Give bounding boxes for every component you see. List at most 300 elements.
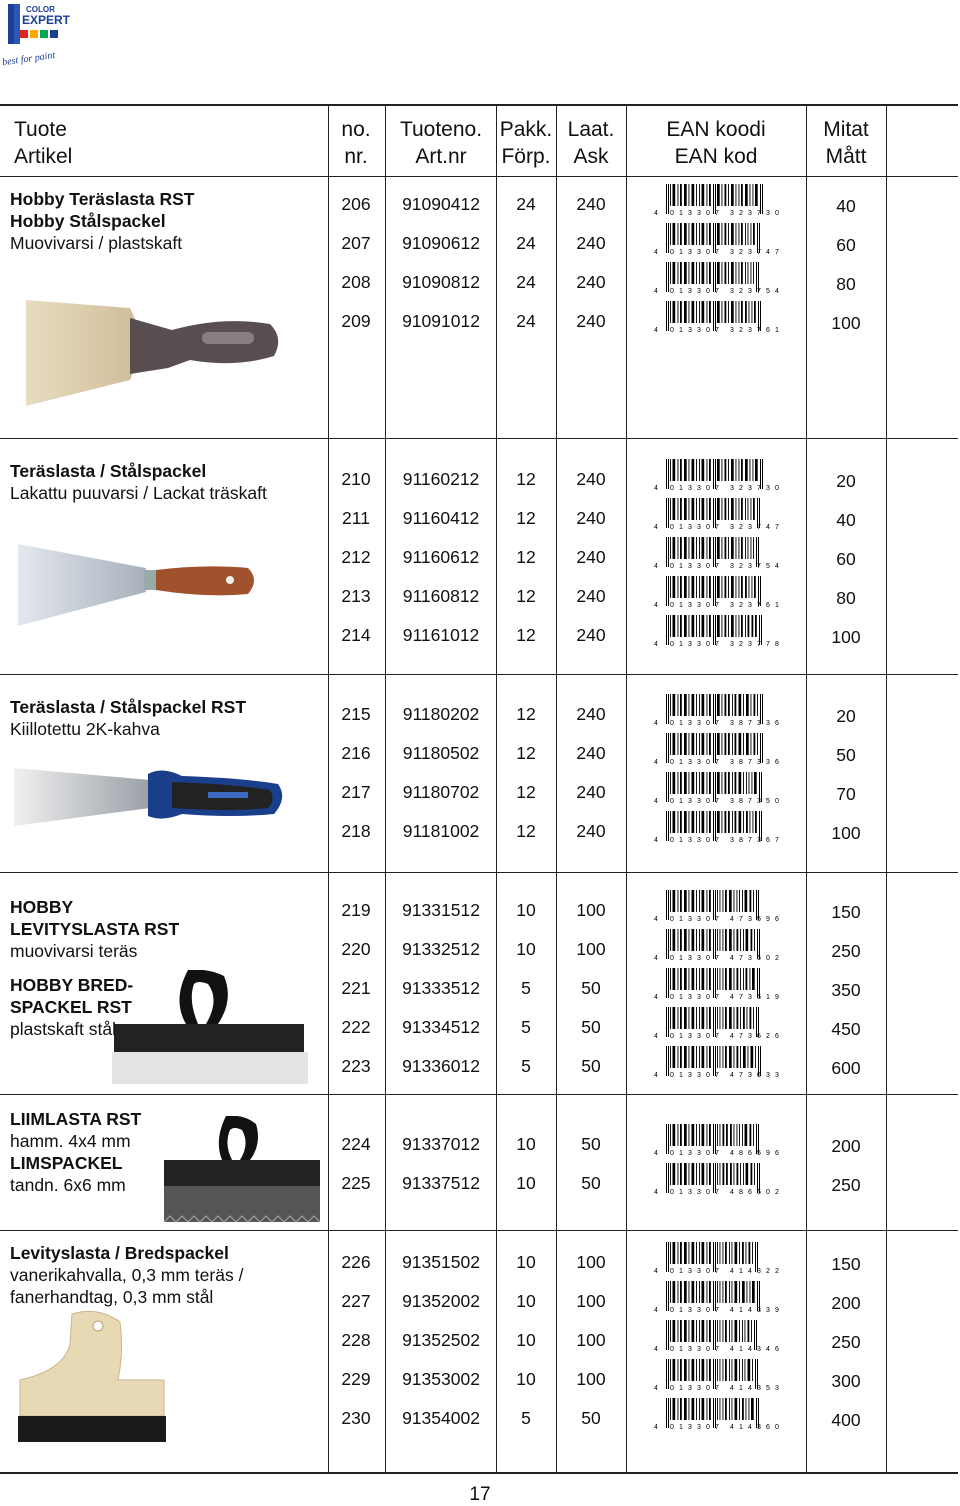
row-art-nr: 91337512 bbox=[402, 1173, 480, 1193]
barcode-bar bbox=[673, 733, 676, 755]
barcode-bar bbox=[707, 615, 708, 637]
barcode-bar bbox=[702, 968, 705, 990]
barcode-bar bbox=[720, 929, 721, 951]
barcode-bar bbox=[699, 223, 700, 245]
barcode-bar bbox=[723, 929, 724, 951]
row-pack: 10 bbox=[516, 1252, 536, 1272]
barcode-bar bbox=[684, 929, 687, 951]
barcode-bar bbox=[743, 968, 744, 990]
barcode-bar bbox=[699, 1046, 700, 1068]
barcode-bar bbox=[730, 1124, 732, 1146]
description-line: Hobby Stålspackel bbox=[10, 211, 166, 231]
barcode-bar bbox=[678, 772, 679, 794]
barcode-bar bbox=[734, 1163, 735, 1185]
barcode-bar bbox=[745, 459, 748, 481]
barcode-bar bbox=[689, 890, 690, 912]
barcode-bar bbox=[673, 184, 676, 206]
barcode-bar bbox=[739, 459, 740, 481]
barcode-bar bbox=[732, 772, 733, 794]
barcode-bar bbox=[732, 1320, 733, 1342]
barcode-bar bbox=[713, 1007, 714, 1037]
row-no: 207 bbox=[341, 233, 371, 253]
barcode-digit: 2 bbox=[739, 249, 743, 256]
barcode-bar bbox=[728, 811, 730, 833]
barcode-digit: 3 bbox=[730, 641, 734, 648]
barcode-bar bbox=[684, 890, 687, 912]
barcode-digit: 1 bbox=[679, 1385, 683, 1392]
barcode-bar bbox=[666, 1320, 667, 1350]
barcode-bar bbox=[666, 1281, 667, 1311]
barcode-bar bbox=[678, 184, 679, 206]
barcode-digit: 1 bbox=[739, 1268, 743, 1275]
description-line: LIIMLASTA RST bbox=[10, 1109, 142, 1129]
barcode-bar bbox=[717, 1398, 718, 1420]
barcode-bar bbox=[752, 968, 755, 990]
barcode-bar bbox=[742, 1320, 743, 1342]
row-box: 240 bbox=[576, 311, 606, 331]
barcode-bar bbox=[732, 811, 733, 833]
barcode-bar bbox=[741, 262, 743, 284]
barcode-bar bbox=[717, 223, 720, 245]
barcode-bar bbox=[707, 929, 708, 951]
barcode-digit: 6 bbox=[757, 1072, 761, 1079]
barcode-bar bbox=[753, 537, 754, 559]
barcode-bar bbox=[684, 1046, 687, 1068]
barcode-bar bbox=[709, 890, 711, 912]
barcode-digit: 7 bbox=[715, 1424, 719, 1431]
barcode-digit: 3 bbox=[730, 563, 734, 570]
barcode-digit: 3 bbox=[748, 641, 752, 648]
row-pack: 12 bbox=[516, 625, 536, 645]
barcode-bar bbox=[680, 223, 682, 245]
barcode-bar bbox=[689, 1398, 690, 1420]
barcode-bar bbox=[745, 576, 747, 598]
barcode-bar bbox=[717, 811, 720, 833]
barcode-bar bbox=[717, 694, 720, 716]
row-art-nr: 91180702 bbox=[402, 782, 480, 802]
barcode-bar bbox=[673, 459, 676, 481]
barcode-bar bbox=[735, 1242, 738, 1264]
barcode-bar bbox=[736, 262, 737, 284]
row-size: 100 bbox=[831, 627, 861, 647]
barcode-digit: 7 bbox=[739, 1072, 743, 1079]
barcode-digit: 4 bbox=[730, 1033, 734, 1040]
barcode-bar bbox=[678, 890, 679, 912]
barcode-digit: 4 bbox=[654, 837, 658, 844]
barcode-bar bbox=[678, 576, 679, 598]
barcode-bar bbox=[680, 301, 682, 323]
barcode-bar bbox=[731, 615, 734, 637]
barcode-bar bbox=[732, 733, 733, 755]
barcode-digit: 2 bbox=[766, 1033, 770, 1040]
barcode-bar bbox=[752, 615, 754, 637]
barcode-digit: 0 bbox=[706, 759, 710, 766]
barcode-bar bbox=[746, 694, 749, 716]
barcode-digit: 3 bbox=[730, 327, 734, 334]
barcode-digit: 3 bbox=[688, 1268, 692, 1275]
ean-barcode bbox=[652, 457, 782, 493]
row-no: 216 bbox=[341, 743, 371, 763]
barcode-bar bbox=[729, 1398, 730, 1420]
row-no: 210 bbox=[341, 469, 371, 489]
barcode-bar bbox=[749, 576, 750, 598]
barcode-bar bbox=[762, 459, 763, 489]
barcode-bar bbox=[739, 301, 740, 323]
barcode-bar bbox=[739, 615, 740, 637]
barcode-bar bbox=[673, 576, 676, 598]
barcode-bar bbox=[673, 537, 676, 559]
barcode-bar bbox=[745, 184, 748, 206]
barcode-digit: 3 bbox=[766, 210, 770, 217]
barcode-bar bbox=[729, 1281, 730, 1303]
barcode-bar bbox=[720, 1398, 721, 1420]
barcode-digit: 6 bbox=[766, 327, 770, 334]
barcode-digit: 7 bbox=[748, 837, 752, 844]
barcode-bar bbox=[709, 459, 711, 481]
barcode-bar bbox=[707, 694, 708, 716]
barcode-bar bbox=[713, 223, 714, 253]
barcode-bar bbox=[741, 184, 743, 206]
barcode-bar bbox=[668, 929, 669, 959]
barcode-bar bbox=[742, 1398, 744, 1420]
barcode-digit: 7 bbox=[715, 563, 719, 570]
row-art-nr: 91332512 bbox=[402, 939, 480, 959]
barcode-bar bbox=[696, 301, 697, 323]
barcode-bar bbox=[707, 1398, 708, 1420]
row-pack: 5 bbox=[521, 1017, 531, 1037]
barcode-digit: 3 bbox=[697, 210, 701, 217]
barcode-bar bbox=[668, 1281, 669, 1311]
barcode-bar bbox=[680, 929, 682, 951]
row-art-nr: 91351502 bbox=[402, 1252, 480, 1272]
barcode-bar bbox=[739, 576, 740, 598]
barcode-bar bbox=[684, 968, 687, 990]
row-size: 20 bbox=[836, 471, 856, 491]
header-size: Mitat Mått bbox=[823, 118, 869, 168]
barcode-bar bbox=[666, 1398, 667, 1428]
barcode-digit: 6 bbox=[775, 720, 779, 727]
barcode-bar bbox=[696, 498, 697, 520]
barcode-bar bbox=[702, 301, 705, 323]
barcode-bar bbox=[678, 1242, 679, 1264]
barcode-bar bbox=[668, 1163, 669, 1193]
barcode-bar bbox=[689, 301, 690, 323]
barcode-bar bbox=[731, 537, 734, 559]
barcode-digit: 3 bbox=[688, 955, 692, 962]
barcode-digit: 6 bbox=[757, 1033, 761, 1040]
barcode-bar bbox=[725, 498, 727, 520]
barcode-bar bbox=[720, 1281, 721, 1303]
barcode-digit: 0 bbox=[706, 602, 710, 609]
description-line: Lakattu puuvarsi / Lackat träskaft bbox=[10, 483, 267, 503]
barcode-bar bbox=[749, 772, 750, 794]
barcode-digit: 3 bbox=[748, 955, 752, 962]
barcode-digit: 1 bbox=[679, 288, 683, 295]
barcode-bar bbox=[752, 772, 753, 794]
barcode-bar bbox=[739, 890, 740, 912]
barcode-digit: 0 bbox=[706, 1385, 710, 1392]
barcode-bar bbox=[673, 890, 676, 912]
barcode-digit: 3 bbox=[688, 249, 692, 256]
barcode-digit: 3 bbox=[697, 798, 701, 805]
barcode-bar bbox=[723, 1124, 725, 1146]
barcode-bar bbox=[709, 576, 711, 598]
barcode-bar bbox=[737, 890, 738, 912]
barcode-bar bbox=[673, 1320, 676, 1342]
barcode-digit: 3 bbox=[730, 759, 734, 766]
barcode-digit: 0 bbox=[706, 1424, 710, 1431]
barcode-bar bbox=[684, 615, 687, 637]
row-size: 60 bbox=[836, 549, 856, 569]
barcode-digit: 7 bbox=[715, 798, 719, 805]
barcode-digit: 1 bbox=[679, 327, 683, 334]
barcode-digit: 0 bbox=[670, 327, 674, 334]
barcode-bar bbox=[746, 968, 748, 990]
barcode-digit: 7 bbox=[715, 1346, 719, 1353]
barcode-bar bbox=[751, 537, 752, 559]
barcode-bar bbox=[748, 615, 750, 637]
barcode-bar bbox=[702, 1281, 705, 1303]
barcode-bar bbox=[732, 1281, 733, 1303]
barcode-bar bbox=[728, 498, 729, 520]
row-no: 208 bbox=[341, 272, 371, 292]
barcode-bar bbox=[751, 223, 752, 245]
row-box: 240 bbox=[576, 782, 606, 802]
row-no: 211 bbox=[342, 508, 370, 528]
barcode-bar bbox=[754, 301, 756, 323]
row-art-nr: 91090812 bbox=[402, 272, 480, 292]
barcode-bar bbox=[725, 459, 727, 481]
barcode-bar bbox=[668, 498, 669, 528]
ean-barcode bbox=[652, 888, 782, 924]
barcode-bar bbox=[746, 929, 749, 951]
barcode-digit: 7 bbox=[715, 1072, 719, 1079]
barcode-bar bbox=[709, 301, 711, 323]
barcode-digit: 1 bbox=[679, 1072, 683, 1079]
barcode-bar bbox=[666, 1163, 667, 1193]
barcode-bar bbox=[745, 1124, 748, 1146]
barcode-digit: 7 bbox=[715, 1189, 719, 1196]
barcode-digit: 1 bbox=[679, 837, 683, 844]
barcode-bar bbox=[692, 615, 695, 637]
description-line: Muovivarsi / plastskaft bbox=[10, 233, 183, 253]
barcode-bar bbox=[709, 1281, 711, 1303]
barcode-bar bbox=[746, 1242, 747, 1264]
barcode-digit: 0 bbox=[706, 1072, 710, 1079]
barcode-bar bbox=[737, 1046, 739, 1068]
barcode-digit: 3 bbox=[766, 1072, 770, 1079]
barcode-bar bbox=[680, 1359, 682, 1381]
barcode-bar bbox=[666, 576, 667, 606]
barcode-bar bbox=[668, 576, 669, 606]
barcode-bar bbox=[668, 890, 669, 920]
barcode-digit: 0 bbox=[670, 916, 674, 923]
barcode-bar bbox=[732, 1242, 733, 1264]
lacquered-steel-spatula-image bbox=[16, 534, 266, 634]
barcode-bar bbox=[692, 1281, 695, 1303]
barcode-bar bbox=[684, 223, 687, 245]
barcode-digit: 6 bbox=[748, 1150, 752, 1157]
barcode-bar bbox=[680, 811, 682, 833]
barcode-digit: 3 bbox=[730, 837, 734, 844]
barcode-bar bbox=[678, 301, 679, 323]
barcode-bar bbox=[761, 772, 762, 802]
barcode-digit: 8 bbox=[739, 798, 743, 805]
barcode-digit: 7 bbox=[715, 602, 719, 609]
barcode-bar bbox=[670, 694, 671, 716]
barcode-digit: 0 bbox=[775, 485, 779, 492]
barcode-bar bbox=[739, 1359, 740, 1381]
section-description bbox=[10, 696, 246, 740]
barcode-bar bbox=[709, 1320, 711, 1342]
barcode-bar bbox=[666, 890, 667, 920]
barcode-bar bbox=[750, 459, 751, 481]
barcode-bar bbox=[673, 1007, 676, 1029]
barcode-bar bbox=[707, 1046, 708, 1068]
barcode-bar bbox=[699, 1398, 700, 1420]
barcode-digit: 0 bbox=[670, 955, 674, 962]
barcode-digit: 4 bbox=[654, 249, 658, 256]
barcode-bar bbox=[707, 1359, 708, 1381]
row-size: 60 bbox=[836, 235, 856, 255]
row-pack: 10 bbox=[516, 1330, 536, 1350]
barcode-digit: 0 bbox=[706, 485, 710, 492]
barcode-bar bbox=[717, 615, 720, 637]
header-artnr: Tuoteno. Art.nr bbox=[399, 118, 483, 168]
barcode-bar bbox=[713, 262, 714, 292]
barcode-digit: 1 bbox=[679, 563, 683, 570]
ean-barcode bbox=[652, 731, 782, 767]
row-art-nr: 91354002 bbox=[402, 1408, 480, 1428]
barcode-bar bbox=[670, 772, 671, 794]
barcode-digit: 3 bbox=[688, 837, 692, 844]
barcode-bar bbox=[680, 615, 682, 637]
barcode-bar bbox=[702, 1124, 705, 1146]
barcode-bar bbox=[684, 184, 687, 206]
barcode-digit: 0 bbox=[670, 641, 674, 648]
barcode-digit: 5 bbox=[766, 798, 770, 805]
barcode-digit: 3 bbox=[688, 720, 692, 727]
description-line: HOBBY BRED- bbox=[10, 975, 134, 995]
row-pack: 10 bbox=[516, 939, 536, 959]
barcode-digit: 1 bbox=[775, 327, 779, 334]
barcode-bar bbox=[689, 1320, 690, 1342]
barcode-bar bbox=[670, 929, 671, 951]
barcode-bar bbox=[670, 459, 671, 481]
barcode-bar bbox=[689, 223, 690, 245]
row-art-nr: 91160212 bbox=[402, 469, 480, 489]
barcode-bar bbox=[717, 1320, 718, 1342]
barcode-bar bbox=[668, 1124, 669, 1154]
barcode-digit: 4 bbox=[730, 1150, 734, 1157]
barcode-bar bbox=[745, 1359, 746, 1381]
barcode-bar bbox=[702, 1242, 705, 1264]
barcode-digit: 0 bbox=[706, 524, 710, 531]
barcode-digit: 3 bbox=[688, 1346, 692, 1353]
barcode-bar bbox=[689, 733, 690, 755]
barcode-bar bbox=[666, 1124, 667, 1154]
barcode-bar bbox=[748, 1359, 751, 1381]
barcode-digit: 3 bbox=[688, 641, 692, 648]
header-product: Tuote Artikel bbox=[14, 118, 73, 168]
barcode-bar bbox=[670, 1320, 671, 1342]
barcode-bar bbox=[707, 537, 708, 559]
barcode-bar bbox=[723, 1281, 724, 1303]
barcode-bar bbox=[709, 811, 711, 833]
ean-barcode bbox=[652, 182, 782, 218]
barcode-digit: 3 bbox=[688, 327, 692, 334]
barcode-digit: 0 bbox=[670, 720, 674, 727]
barcode-bar bbox=[755, 811, 757, 833]
barcode-bar bbox=[707, 576, 708, 598]
barcode-bar bbox=[670, 184, 671, 206]
barcode-bar bbox=[751, 262, 752, 284]
barcode-bar bbox=[699, 459, 700, 481]
barcode-bar bbox=[707, 968, 708, 990]
barcode-bar bbox=[702, 615, 705, 637]
barcode-bar bbox=[689, 1281, 690, 1303]
barcode-bar bbox=[735, 1359, 738, 1381]
row-size: 150 bbox=[831, 1254, 861, 1274]
barcode-bar bbox=[699, 968, 700, 990]
barcode-bar bbox=[723, 1046, 724, 1068]
barcode-bar bbox=[707, 1124, 708, 1146]
barcode-digit: 4 bbox=[748, 1268, 752, 1275]
barcode-bar bbox=[666, 1046, 667, 1076]
barcode-digit: 7 bbox=[739, 955, 743, 962]
row-size: 250 bbox=[831, 1332, 861, 1352]
barcode-bar bbox=[722, 498, 723, 520]
barcode-digit: 3 bbox=[748, 1072, 752, 1079]
barcode-digit: 0 bbox=[706, 1033, 710, 1040]
barcode-bar bbox=[684, 262, 687, 284]
barcode-bar bbox=[743, 694, 744, 716]
barcode-bar bbox=[707, 498, 708, 520]
barcode-digit: 0 bbox=[670, 798, 674, 805]
barcode-bar bbox=[668, 223, 669, 253]
barcode-bar bbox=[713, 1242, 714, 1272]
barcode-digit: 7 bbox=[748, 759, 752, 766]
barcode-bar bbox=[754, 1320, 755, 1350]
row-box: 50 bbox=[581, 1173, 601, 1193]
barcode-digit: 7 bbox=[757, 602, 761, 609]
row-no: 230 bbox=[341, 1408, 371, 1428]
barcode-bar bbox=[680, 1320, 682, 1342]
row-art-nr: 91180202 bbox=[402, 704, 480, 724]
barcode-digit: 3 bbox=[697, 1268, 701, 1275]
barcode-digit: 0 bbox=[706, 249, 710, 256]
barcode-bar bbox=[702, 811, 705, 833]
barcode-bar bbox=[745, 262, 746, 284]
row-no: 218 bbox=[341, 821, 371, 841]
barcode-bar bbox=[728, 537, 729, 559]
barcode-digit: 4 bbox=[654, 916, 658, 923]
description-line: fanerhandtag, 0,3 mm stål bbox=[10, 1287, 214, 1307]
barcode-bar bbox=[666, 733, 667, 763]
barcode-bar bbox=[725, 1398, 727, 1420]
barcode-digit: 3 bbox=[748, 485, 752, 492]
barcode-digit: 2 bbox=[739, 524, 743, 531]
barcode-bar bbox=[680, 1281, 682, 1303]
barcode-digit: 0 bbox=[706, 1268, 710, 1275]
ean-barcode bbox=[652, 299, 782, 335]
row-pack: 12 bbox=[516, 821, 536, 841]
description-line: Teräslasta / Stålspackel bbox=[10, 461, 207, 481]
barcode-digit: 0 bbox=[670, 1189, 674, 1196]
barcode-bar bbox=[757, 733, 758, 755]
barcode-bar bbox=[725, 576, 727, 598]
barcode-bar bbox=[717, 890, 718, 912]
